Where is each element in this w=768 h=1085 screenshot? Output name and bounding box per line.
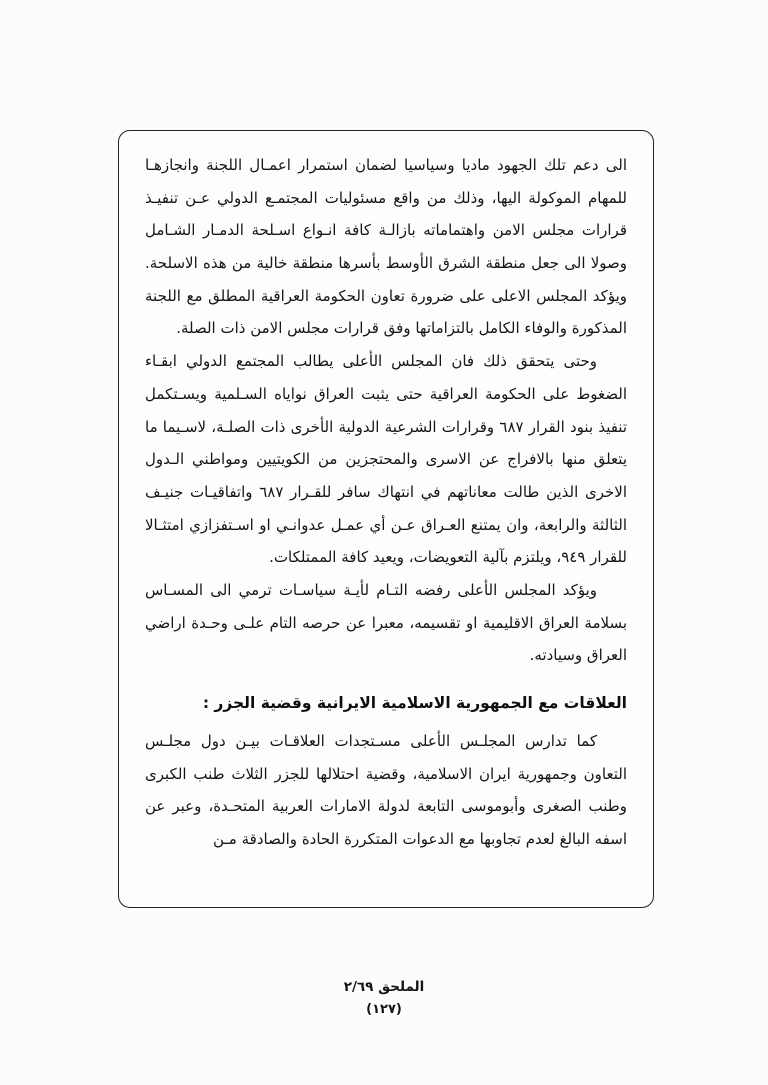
body-paragraph-2: وحتى يتحقق ذلك فان المجلس الأعلى يطالب المجتمع الدولي ابقـاء الضغوط على الحكومة العراقية حتى يثبت العراق نواياه السـلمية ويسـتكمل تنفيذ بنود القرار ٦٨٧ وقرارات الشرعية الدولية الأخرى ذات الصلـة، لاسـيما ما يتعلق منها بالافراج عن الاسرى والمحتجزين من الكويتيين ومواطني الـدول الاخرى الذين طالت معاناتهم في انتهاك سافر للقـرار ٦٨٧ واتفاقيـات جنيـف الثالثة والرابعة، وان يمتنع العـراق عـن أي عمـل عدوانـي او اسـتفزازي امتثـالا للقرار ٩٤٩، ويلتزم بآلية التعويضات، ويعيد كافة الممتلكات.	[145, 352, 628, 567]
page-number: (١٢٧)	[366, 1001, 402, 1017]
annex-label: الملحق ٢/٦٩	[343, 979, 425, 995]
page-border-frame	[118, 130, 654, 908]
page-footer	[0, 976, 768, 1021]
body-paragraph-3: ويؤكد المجلس الأعلى رفضه التـام لأيـة سياسـات ترمي الى المسـاس بسلامة العراق الاقليمية او تقسيمه، معبرا عن حرصه التام علـى وحـدة اراضي العراق وسيادته.	[145, 580, 627, 665]
body-paragraph-1: الى دعم تلك الجهود ماديا وسياسيا لضمان استمرار اعمـال اللجنة وانجازهـا للمهام الموكولة اليها، وذلك من واقع مسئوليات المجتمـع الدولي عـن تنفيـذ قرارات مجلس الامن واهتماماته بازالـة كافة انـواع اسـلحة الدمـار الشـامل وصولا الى جعل منطقة الشرق الأوسط بأسرها منطقة خالية من هذه الاسلحة. ويؤكد المجلس الاعلى على ضرورة تعاون الحكومة العراقية المطلق مع اللجنة المذكورة والوفاء الكامل بالتزاماتها وفق قرارات مجلس الامن ذات الصلة.	[145, 156, 627, 338]
section-paragraph-1: كما تدارس المجلـس الأعلى مسـتجدات العلاقـات بيـن دول مجلـس التعاون وجمهورية ايران الاسلامية، وقضية احتلالها للجزر الثلاث طنب الكبرى وطنب الصغرى وأبوموسى التابعة لدولة الامارات العربية المتحـدة، وعبر عن اسفه البالغ لعدم تجاوبها مع الدعوات المتكررة الحادة والصادقة مـن	[145, 732, 627, 849]
section-heading: العلاقات مع الجمهورية الاسلامية الايرانية وقضية الجزر :	[202, 694, 627, 712]
page-body-text	[145, 149, 627, 856]
